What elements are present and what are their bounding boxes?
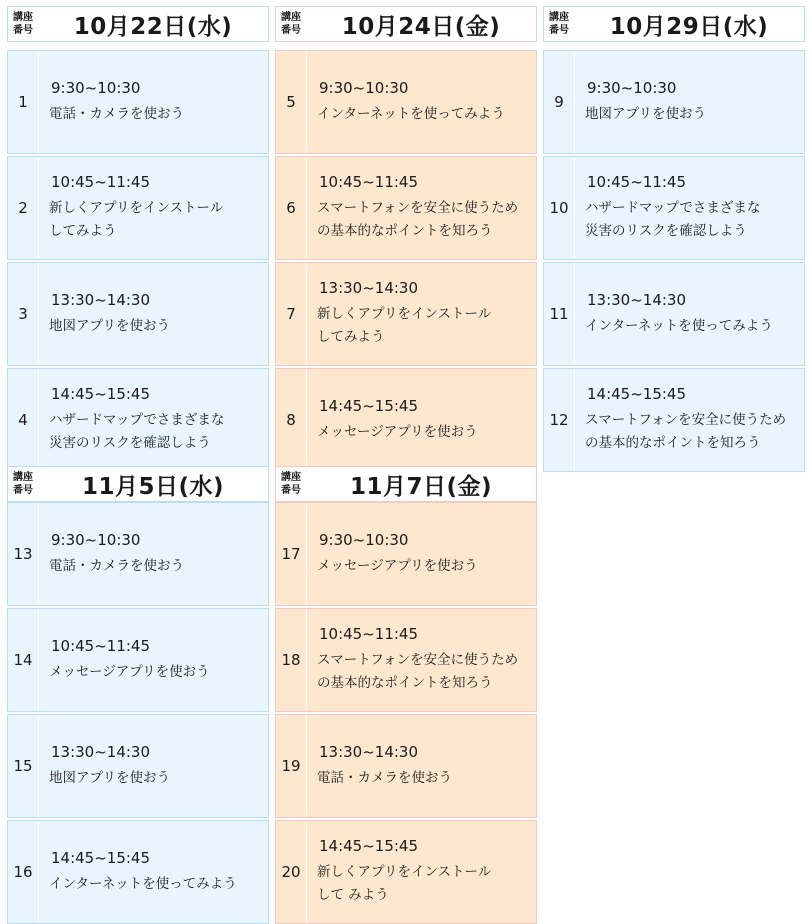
session-title: ハザードマップでさまざまな 災害のリスクを確認しよう (585, 200, 761, 239)
session-time: 9:30~10:30 (51, 530, 141, 549)
session-row (275, 50, 537, 154)
session-title: 地図アプリを使おう (585, 105, 706, 122)
session-title: 新しくアプリをインストール してみよう (49, 200, 224, 239)
day-panel (543, 6, 805, 472)
session-title: 地図アプリを使おう (49, 769, 170, 786)
session-title: スマートフォンを安全に使うため の基本的なポイントを知ろう (585, 412, 787, 451)
number-header: 講座 番号 (281, 472, 301, 496)
session-number: 1 (8, 51, 39, 153)
session-row (7, 156, 269, 260)
session-row (275, 262, 537, 366)
panel-date: 10月22日(水) (73, 13, 233, 40)
panel-date: 11月5日(水) (81, 473, 225, 500)
session-time: 9:30~10:30 (51, 78, 141, 97)
day-panel (275, 6, 537, 472)
session-title: スマートフォンを安全に使うため の基本的なポイントを知ろう (317, 200, 519, 239)
session-title: 電話・カメラを使おう (49, 557, 184, 574)
session-number: 9 (544, 51, 575, 153)
session-time: 13:30~14:30 (51, 290, 151, 309)
session-number: 13 (8, 503, 39, 605)
session-number: 8 (276, 369, 307, 471)
session-time: 13:30~14:30 (319, 279, 419, 297)
session-number: 20 (276, 821, 307, 923)
panel-header (275, 6, 537, 42)
session-title: ハザードマップでさまざまな 災害のリスクを確認しよう (49, 412, 225, 451)
session-row (7, 262, 269, 366)
session-time: 10:45~11:45 (51, 173, 151, 191)
panel-date: 11月7日(金) (349, 473, 493, 500)
day-panel (7, 466, 269, 924)
session-title: インターネットを使ってみよう (317, 105, 505, 122)
session-number: 14 (8, 609, 39, 711)
session-title: スマートフォンを安全に使うため の基本的なポイントを知ろう (317, 652, 519, 691)
session-time: 10:45~11:45 (319, 625, 419, 643)
session-time: 9:30~10:30 (319, 78, 409, 97)
session-title: メッセージアプリを使おう (49, 663, 210, 680)
session-row (275, 502, 537, 606)
panel-header (7, 6, 269, 42)
session-time: 13:30~14:30 (51, 742, 151, 761)
session-row (543, 50, 805, 154)
day-panel (7, 6, 269, 472)
session-time: 14:45~15:45 (51, 848, 151, 867)
session-time: 10:45~11:45 (51, 636, 151, 655)
session-time: 10:45~11:45 (587, 173, 687, 191)
session-time: 14:45~15:45 (319, 837, 419, 855)
panel-header (543, 6, 805, 42)
session-title: 電話・カメラを使おう (49, 105, 184, 122)
session-number: 11 (544, 263, 575, 365)
number-header: 講座 番号 (13, 12, 33, 36)
session-number: 10 (544, 157, 575, 259)
panel-date: 10月24日(金) (341, 13, 501, 40)
session-title: メッセージアプリを使おう (317, 557, 478, 574)
session-number: 17 (276, 503, 307, 605)
day-panel (275, 466, 537, 924)
session-number: 7 (276, 263, 307, 365)
session-number: 12 (544, 369, 575, 471)
session-row (275, 714, 537, 818)
session-title: メッセージアプリを使おう (317, 423, 478, 440)
session-row (275, 820, 537, 924)
session-number: 5 (276, 51, 307, 153)
number-header: 講座 番号 (549, 12, 569, 36)
session-row (7, 502, 269, 606)
panel-date: 10月29日(水) (609, 13, 769, 40)
session-time: 10:45~11:45 (319, 173, 419, 191)
session-number: 18 (276, 609, 307, 711)
session-title: インターネットを使ってみよう (49, 875, 237, 892)
session-title: 新しくアプリをインストール して みよう (317, 864, 492, 903)
session-row (7, 820, 269, 924)
session-row (275, 368, 537, 472)
session-number: 19 (276, 715, 307, 817)
session-number: 15 (8, 715, 39, 817)
session-row (275, 156, 537, 260)
session-number: 6 (276, 157, 307, 259)
session-row (7, 608, 269, 712)
session-time: 9:30~10:30 (319, 530, 409, 549)
session-row (543, 262, 805, 366)
session-row (7, 50, 269, 154)
session-number: 3 (8, 263, 39, 365)
session-number: 16 (8, 821, 39, 923)
session-row (275, 608, 537, 712)
session-title: 新しくアプリをインストール してみよう (317, 306, 492, 345)
session-number: 4 (8, 369, 39, 471)
session-title: 地図アプリを使おう (49, 317, 170, 334)
session-time: 13:30~14:30 (319, 742, 419, 761)
session-time: 9:30~10:30 (587, 78, 677, 97)
number-header: 講座 番号 (281, 12, 301, 36)
number-header: 講座 番号 (13, 472, 33, 496)
session-row (543, 156, 805, 260)
session-title: インターネットを使ってみよう (585, 317, 773, 334)
panel-header (7, 466, 269, 502)
panel-header (275, 466, 537, 502)
session-time: 14:45~15:45 (51, 385, 151, 403)
session-time: 13:30~14:30 (587, 290, 687, 309)
session-row (7, 714, 269, 818)
session-title: 電話・カメラを使おう (317, 769, 452, 786)
session-time: 14:45~15:45 (587, 385, 687, 403)
session-number: 2 (8, 157, 39, 259)
session-row (543, 368, 805, 472)
session-time: 14:45~15:45 (319, 396, 419, 415)
session-row (7, 368, 269, 472)
